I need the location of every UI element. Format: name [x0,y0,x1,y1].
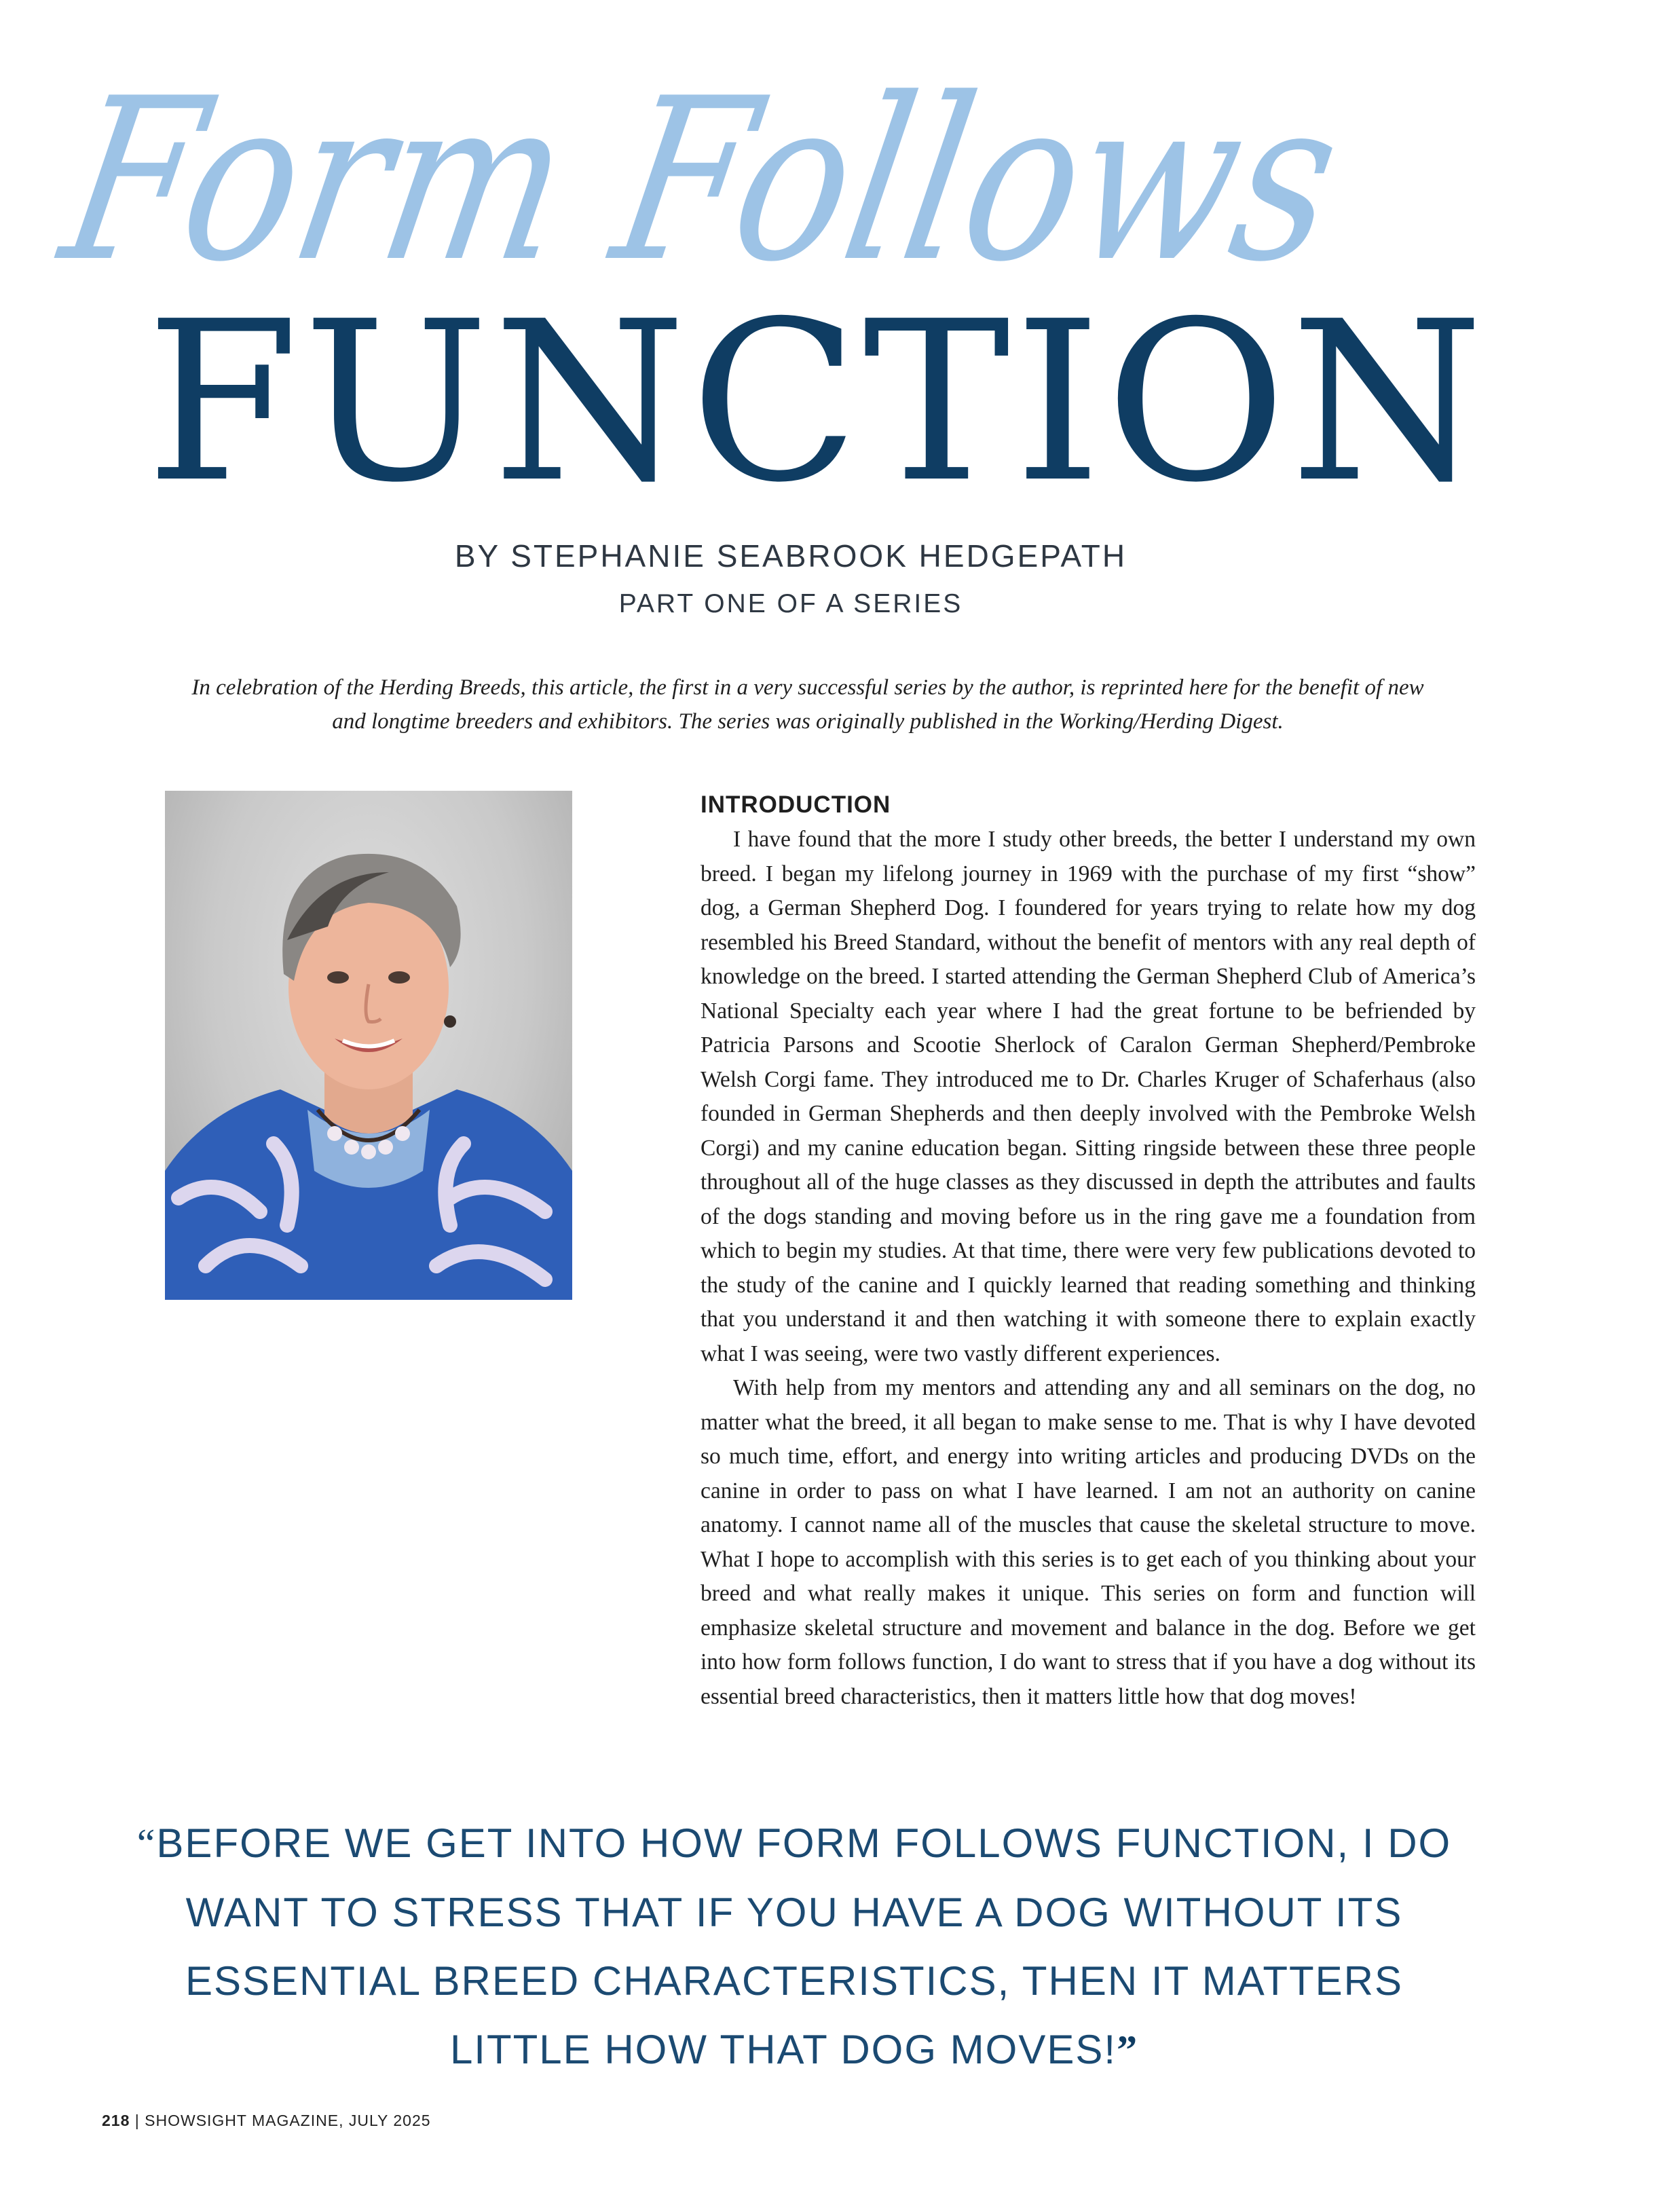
paragraph: With help from my mentors and attending any and all seminars on the dog, no matter what the breed, it all began to make sense to me. That is why I have devoted so much time, effort, and energy into writing articles and producing DVDs on the canine in order to pass on what I have learned. I am not an authority on canine anatomy. I cannot name all of the muscles that cause the skeletal structure to move. What I hope to accomplish with this series is to get each of you thinking about your breed and what really makes it unique. This series on form and function will emphasize skeletal structure and movement and balance in the dog. Before we get into how form follows function, I do want to stress that if you have a dog without its essential breed characteristics, then it matters little how that dog moves! [701,1375,1476,1709]
author-portrait-icon [165,791,572,1300]
pull-quote-text: BEFORE WE GET INTO HOW FORM FOLLOWS FUNCTION, I DO WANT TO STRESS THAT IF YOU HAVE A DOG WITHOUT ITS ESSENTIAL BREED CHARACTERISTICS, THEN IT MATTERS LITTLE HOW THAT DOG MOVES! [156,1820,1452,2072]
author-byline: BY STEPHANIE SEABROOK HEDGEPATH [454,538,1127,574]
caps-title: FUNCTION [146,274,1488,531]
script-title-text: Form Follows [47,50,1625,312]
page-footer [102,2112,431,2130]
publication-name: SHOWSIGHT MAGAZINE, JULY 2025 [145,2112,431,2129]
footer-separator: | [134,2112,140,2129]
section-heading: INTRODUCTION [701,791,891,818]
open-quote-mark: “ [136,1821,157,1866]
series-label: PART ONE OF A SERIES [618,589,963,618]
paragraph: I have found that the more I study other breeds, the better I understand my own breed. I began my lifelong journey in 1969 with the purchase of my first “show” dog, a German Shepherd Dog. I foundered for years trying to relate how my dog resembled his Breed Standard, without the benefit of mentors with any real depth of knowledge on the breed. I started attending the German Shepherd Club of America’s National Specialty each year where I had the great fortune to be befriended by Patricia Parsons and Scootie Sherlock of Caralon German Shepherd/Pembroke Welsh Corgi fame. They introduced me to Dr. Charles Kruger of Schaferhaus (also founded in German Shepherds and then deeply involved with the Pembroke Welsh Corgi) and my canine education began. Sitting ringside between these three people throughout all of the huge classes as they discussed in depth the attributes and faults of the dogs standing and moving before us in the ring gave me a foundation from which to begin my studies. At that time, there were very few publications devoted to the study of the canine and I quickly learned that reading something and thinking that you understand it and then watching it with someone there to explain exactly what I was seeing, were two vastly different experiences. [701,827,1476,1366]
article-body [701,787,1476,1714]
author-photo [165,791,572,1300]
intro-note: In celebration of the Herding Breeds, this article, the first in a very successful series by the author, is reprinted here for the benefit of new and longtime breeders and exhibitors. The series was originally published in the Working/Herding Digest. [191,675,1424,734]
page-number: 218 [102,2112,130,2129]
pull-quote [122,1809,1466,2084]
close-quote-mark: ” [1117,2027,1139,2072]
